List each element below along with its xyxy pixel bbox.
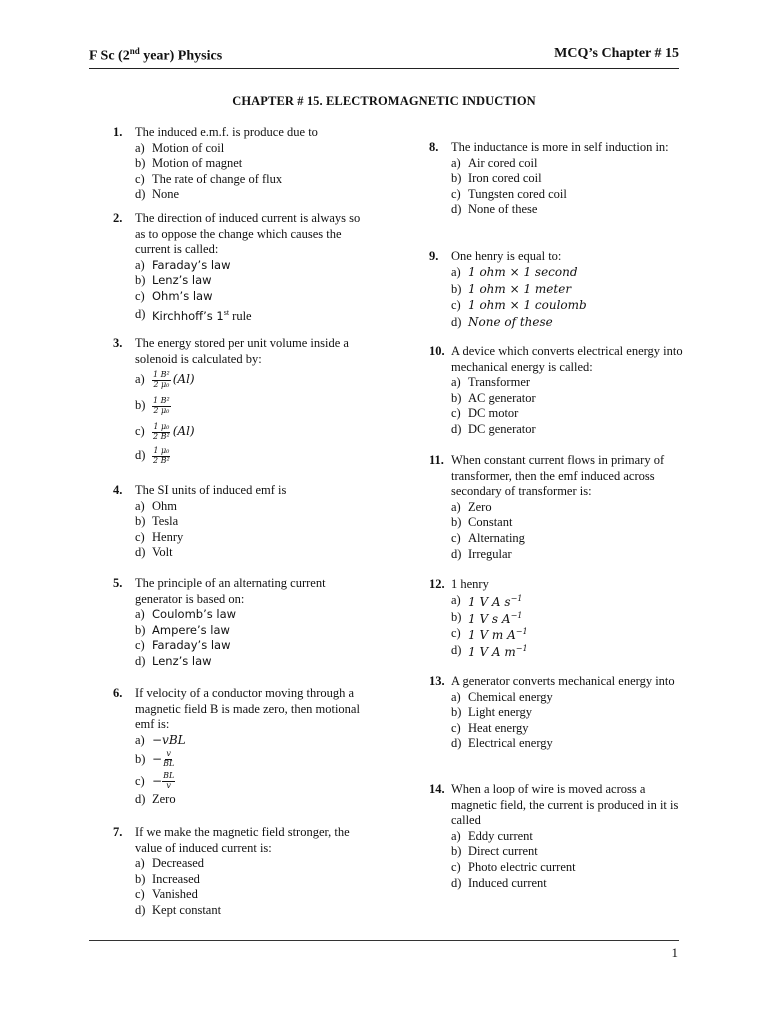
fraction-numerator: 1 μ₀: [153, 446, 170, 456]
option-c: [135, 289, 371, 305]
option-a: [135, 258, 371, 274]
option-text: Irregular: [468, 546, 512, 561]
option-label: b): [135, 273, 146, 288]
option-b: [451, 171, 691, 187]
option-text: Ampere’s law: [152, 622, 230, 637]
option-a: [451, 500, 691, 516]
option-b: [451, 515, 691, 531]
option-text: Henry: [152, 529, 184, 544]
option-label: a): [135, 856, 145, 871]
fraction-denominator: BL: [163, 758, 175, 768]
option-d: [451, 736, 691, 752]
option-label: d): [135, 653, 146, 668]
question-number: 14.: [429, 782, 445, 796]
option-b: [451, 844, 691, 860]
options: [451, 375, 691, 437]
option-label: c): [135, 638, 145, 653]
option-text: None of these: [468, 202, 538, 217]
option-label: d): [451, 421, 462, 436]
fraction-numerator: v: [166, 749, 171, 759]
option-label: b): [451, 171, 462, 186]
option-label: c): [135, 529, 145, 544]
question-text: 1 henry: [451, 577, 489, 591]
option-text: Electrical energy: [468, 736, 553, 751]
question-text: The induced e.m.f. is produce due to: [135, 125, 318, 139]
option-text-part: rule: [229, 308, 252, 323]
option-d: [451, 876, 691, 892]
question-number: 1.: [113, 125, 123, 139]
options: [451, 690, 691, 752]
option-text: Decreased: [152, 856, 205, 871]
option-c: [135, 172, 371, 188]
fraction-numerator: BL: [163, 771, 175, 781]
question-number: 2.: [113, 211, 123, 225]
header-sup: nd: [129, 46, 140, 56]
option-label: a): [451, 265, 461, 280]
option-d: [451, 642, 691, 659]
option-label: b): [451, 609, 462, 624]
option-label: c): [135, 171, 145, 186]
option-label: b): [135, 751, 146, 766]
option-text: Ohm’s law: [152, 288, 213, 303]
fraction: [162, 772, 175, 790]
option-label: a): [451, 155, 461, 170]
option-label: c): [135, 424, 145, 439]
option-text: Photo electric current: [468, 859, 576, 874]
option-a: [451, 829, 691, 845]
option-c: [451, 187, 691, 203]
option-d: [451, 202, 691, 218]
option-d: [135, 305, 371, 325]
option-label: b): [451, 844, 462, 859]
option-tail: (Al): [172, 372, 195, 387]
options: [135, 607, 371, 669]
page-number: 1: [671, 945, 678, 960]
option-d: [451, 314, 691, 331]
question-number: 9.: [429, 249, 439, 263]
header-right: MCQ’s Chapter # 15: [554, 46, 679, 61]
unit-base: 1 V m A: [468, 628, 516, 643]
option-text: Vanished: [152, 887, 198, 902]
option-label: a): [451, 499, 461, 514]
question-text: A device which converts electrical energy into mechanical energy is called:: [451, 344, 683, 374]
option-a: [135, 856, 371, 872]
option-text: 1 ohm × 1 coulomb: [468, 298, 587, 313]
option-label: d): [135, 545, 146, 560]
option-label: d): [451, 314, 462, 329]
option-text: Eddy current: [468, 828, 533, 843]
question-1: [113, 125, 371, 203]
question-number: 10.: [429, 344, 445, 358]
option-text: [468, 641, 528, 661]
option-sign: −: [152, 751, 163, 766]
fraction: [152, 423, 171, 441]
option-label: b): [451, 515, 462, 530]
option-text: The rate of change of flux: [152, 171, 283, 186]
question-13: [429, 674, 691, 752]
option-label: d): [451, 202, 462, 217]
options: [135, 141, 371, 203]
options: [451, 156, 691, 218]
question-text: If velocity of a conductor moving through a magnetic field B is made zero, then motional emf is:: [135, 686, 360, 732]
option-text: Coulomb’s law: [152, 607, 237, 622]
option-a: [451, 375, 691, 391]
question-number: 5.: [113, 576, 123, 590]
option-label: c): [451, 626, 461, 641]
option-b: [135, 872, 371, 888]
option-b: [135, 748, 371, 770]
option-a: [451, 265, 691, 282]
fraction: [152, 397, 171, 415]
option-c: [135, 887, 371, 903]
option-label: b): [451, 281, 462, 296]
options: [135, 367, 371, 467]
option-text: Zero: [468, 499, 492, 514]
question-6: [113, 686, 371, 808]
footer-rule: [89, 940, 679, 941]
header-left: [89, 46, 222, 65]
unit-exponent: −1: [510, 594, 523, 604]
option-b: [451, 705, 691, 721]
question-number: 4.: [113, 483, 123, 497]
option-label: d): [451, 642, 462, 657]
option-text: Alternating: [468, 530, 525, 545]
option-label: a): [135, 732, 145, 747]
option-d: [135, 187, 371, 203]
options: [135, 856, 371, 918]
option-label: a): [451, 375, 461, 390]
option-a: [135, 607, 371, 623]
header-subject: year) Physics: [139, 48, 223, 64]
option-text: Transformer: [468, 375, 531, 390]
option-text: Tesla: [152, 514, 179, 529]
chapter-title: CHAPTER # 15. ELECTROMAGNETIC INDUCTION: [232, 94, 536, 108]
question-8: [429, 140, 691, 218]
option-label: a): [451, 828, 461, 843]
option-b: [135, 514, 371, 530]
question-3: [113, 336, 371, 467]
options: [451, 265, 691, 331]
question-text: If we make the magnetic field stronger, the value of induced current is:: [135, 825, 350, 855]
option-text: Direct current: [468, 844, 538, 859]
question-text: The inductance is more in self induction in:: [451, 140, 669, 154]
option-text: Lenz’s law: [152, 273, 212, 288]
option-text: Air cored coil: [468, 155, 538, 170]
question-number: 7.: [113, 825, 123, 839]
option-b: [135, 623, 371, 639]
option-text: Motion of coil: [152, 140, 225, 155]
option-c: [451, 721, 691, 737]
option-text: None of these: [468, 314, 553, 329]
option-text: Heat energy: [468, 720, 529, 735]
question-number: 6.: [113, 686, 123, 700]
fraction: [152, 371, 171, 389]
fraction-denominator: 2 μ₀: [153, 405, 170, 415]
option-label: b): [451, 390, 462, 405]
option-text: AC generator: [468, 390, 536, 405]
option-label: a): [135, 140, 145, 155]
option-b: [451, 391, 691, 407]
options: [135, 733, 371, 808]
option-text: DC motor: [468, 406, 519, 421]
option-text: None: [152, 187, 180, 202]
fraction: [152, 447, 171, 465]
question-10: [429, 344, 691, 438]
question-2: [113, 211, 371, 324]
question-5: [113, 576, 371, 670]
option-b: [135, 393, 371, 419]
option-d: [135, 792, 371, 808]
question-4: [113, 483, 371, 561]
question-text: When constant current flows in primary of transformer, then the emf induced across secondary of transformer is:: [451, 453, 665, 499]
option-a: [451, 156, 691, 172]
option-label: d): [135, 187, 146, 202]
question-number: 11.: [429, 453, 444, 467]
page-header: [89, 46, 679, 69]
option-b: [451, 281, 691, 298]
fraction-numerator: 1 B²: [153, 396, 170, 406]
header-course: F Sc (2: [89, 48, 130, 64]
option-label: b): [135, 622, 146, 637]
question-text: The direction of induced current is always so as to oppose the change which causes the current is called:: [135, 211, 361, 257]
question-number: 8.: [429, 140, 439, 154]
option-a: [451, 690, 691, 706]
option-sign: −: [152, 773, 163, 788]
option-text: Iron cored coil: [468, 171, 542, 186]
option-text: Faraday’s law: [152, 257, 231, 272]
option-c: [135, 638, 371, 654]
option-label: a): [135, 257, 145, 272]
options: [451, 593, 691, 659]
option-c: [451, 531, 691, 547]
fraction-denominator: 2 μ₀: [153, 379, 170, 389]
option-label: b): [135, 871, 146, 886]
option-d: [451, 422, 691, 438]
option-label: b): [135, 156, 146, 171]
option-c: [451, 860, 691, 876]
unit-exponent: −1: [510, 610, 523, 620]
option-c: [451, 406, 691, 422]
unit-base: 1 V A s: [468, 595, 511, 610]
question-text: The principle of an alternating current generator is based on:: [135, 576, 326, 606]
option-text: Lenz’s law: [152, 653, 212, 668]
fraction-denominator: v: [166, 780, 171, 790]
option-label: b): [135, 398, 146, 413]
option-label: c): [451, 859, 461, 874]
option-d: [135, 903, 371, 919]
options: [135, 258, 371, 325]
option-b: [135, 156, 371, 172]
question-text: When a loop of wire is moved across a magnetic field, the current is produced in it is called: [451, 782, 679, 828]
fraction-denominator: 2 B²: [153, 431, 170, 441]
option-c: [135, 530, 371, 546]
option-label: c): [451, 186, 461, 201]
option-text: −vBL: [152, 732, 186, 747]
unit-base: 1 V A m: [468, 644, 516, 659]
option-label: d): [135, 448, 146, 463]
option-label: a): [451, 593, 461, 608]
question-number: 12.: [429, 577, 445, 591]
option-b: [135, 273, 371, 289]
option-a: [135, 733, 371, 749]
option-text: Constant: [468, 515, 513, 530]
option-label: a): [451, 689, 461, 704]
unit-base: 1 V s A: [468, 611, 511, 626]
option-label: c): [451, 406, 461, 421]
option-text: [152, 305, 252, 325]
option-label: c): [135, 887, 145, 902]
unit-exponent: −1: [515, 627, 528, 637]
option-label: c): [135, 288, 145, 303]
option-text: Faraday’s law: [152, 638, 231, 653]
option-text: Motion of magnet: [152, 156, 243, 171]
question-text: The SI units of induced emf is: [135, 483, 287, 497]
option-label: a): [135, 607, 145, 622]
option-d: [135, 445, 371, 467]
question-14: [429, 782, 691, 891]
option-text: Light energy: [468, 705, 532, 720]
option-text: Kept constant: [152, 902, 222, 917]
option-text-part: Kirchhoff’s 1: [152, 308, 224, 323]
question-9: [429, 249, 691, 331]
question-12: [429, 577, 691, 659]
option-text: 1 ohm × 1 meter: [468, 281, 572, 296]
option-text: 1 ohm × 1 second: [468, 265, 578, 280]
option-text: DC generator: [468, 421, 536, 436]
option-a: [135, 499, 371, 515]
question-number: 13.: [429, 674, 445, 688]
option-c: [451, 298, 691, 315]
question-text: A generator converts mechanical energy into: [451, 674, 675, 688]
option-text: Tungsten cored coil: [468, 186, 567, 201]
option-label: d): [451, 546, 462, 561]
fraction-numerator: 1 μ₀: [153, 422, 170, 432]
options: [135, 499, 371, 561]
option-label: b): [135, 514, 146, 529]
option-label: a): [135, 372, 145, 387]
unit-exponent: −1: [515, 643, 528, 653]
option-d: [135, 654, 371, 670]
option-label: c): [451, 298, 461, 313]
option-text: Volt: [152, 545, 173, 560]
options: [451, 829, 691, 891]
option-label: d): [451, 736, 462, 751]
option-a: [135, 367, 371, 393]
option-text: Induced current: [468, 875, 547, 890]
question-11: [429, 453, 691, 562]
option-label: c): [451, 720, 461, 735]
option-d: [451, 547, 691, 563]
option-d: [135, 545, 371, 561]
option-label: d): [135, 792, 146, 807]
option-text: Increased: [152, 871, 200, 886]
question-7: [113, 825, 371, 919]
fraction-denominator: 2 B²: [153, 455, 170, 465]
option-label: b): [451, 705, 462, 720]
option-label: d): [451, 875, 462, 890]
question-number: 3.: [113, 336, 123, 350]
option-label: d): [135, 902, 146, 917]
options: [451, 500, 691, 562]
option-sup: st: [223, 307, 230, 317]
option-c: [135, 419, 371, 445]
question-text: One henry is equal to:: [451, 249, 562, 263]
option-a: [135, 141, 371, 157]
question-text: The energy stored per unit volume inside a solenoid is calculated by:: [135, 336, 349, 366]
option-label: a): [135, 498, 145, 513]
option-text: Chemical energy: [468, 689, 553, 704]
option-text: Ohm: [152, 498, 177, 513]
fraction: [162, 750, 175, 768]
option-label: c): [135, 773, 145, 788]
option-tail: (Al): [172, 424, 195, 439]
fraction-numerator: 1 B²: [153, 370, 170, 380]
option-label: c): [451, 530, 461, 545]
option-c: [135, 770, 371, 792]
option-label: d): [135, 306, 146, 321]
option-text: Zero: [152, 792, 176, 807]
